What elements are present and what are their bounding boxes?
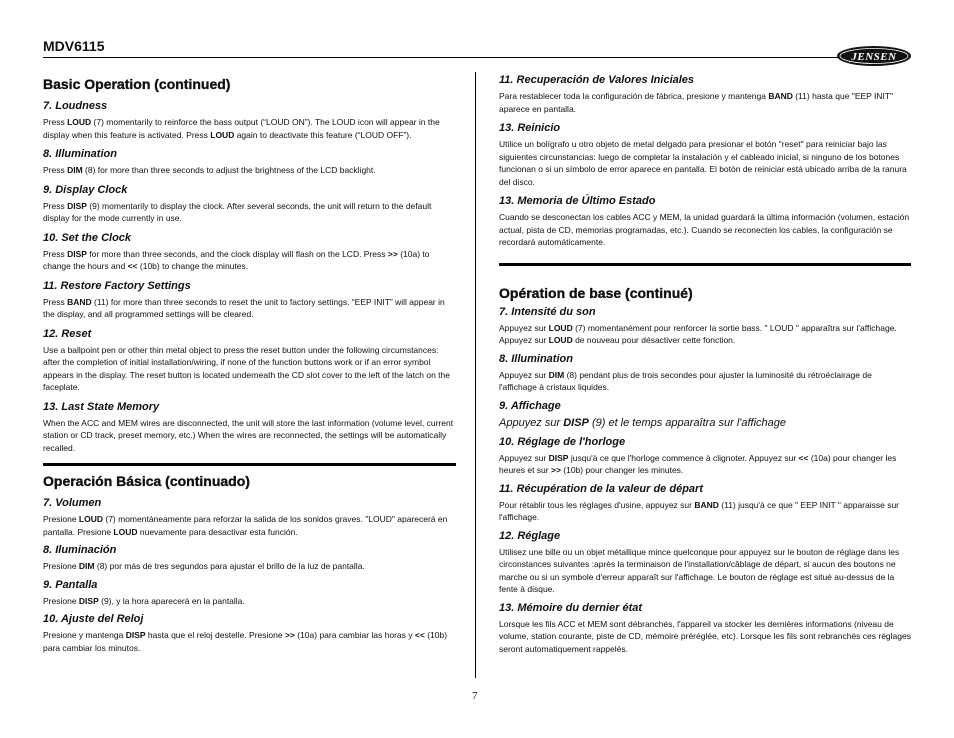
item-heading: 10. Ajuste del Reloj — [43, 613, 144, 625]
left-column — [43, 76, 456, 660]
text-run: Appuyez sur — [499, 416, 564, 429]
text-run: again to deactivate this feature (“LOUD OFF”). — [234, 129, 412, 140]
item-heading: 13. Memoria de Último Estado — [499, 195, 656, 207]
text-run: (10b) to change the minutes. — [137, 261, 249, 271]
button-name: >> — [387, 248, 398, 259]
item-heading: 10. Réglage de l'horloge — [499, 435, 626, 448]
item-text — [43, 513, 456, 538]
instruction-block — [43, 579, 456, 608]
column-divider — [475, 72, 476, 678]
text-run: Press — [43, 248, 68, 259]
text-run: (9) et le temps apparaîtra sur l'affichage — [588, 416, 787, 429]
right-column — [499, 74, 911, 661]
item-heading: 9. Display Clock — [43, 183, 128, 196]
item-heading: 7. Loudness — [43, 100, 108, 112]
item-heading: 8. Iluminación — [43, 544, 117, 556]
instruction-block — [499, 530, 911, 596]
item-heading: 10. Set the Clock — [43, 231, 132, 244]
button-name: << — [798, 452, 809, 463]
item-text — [499, 546, 911, 596]
text-run: Cuando se desconectan los cables ACC y MEM, la unidad guardará la última información (volumen, estación actual, pista de CD, memorias programadas, etc.). Cuando se reconecten los cables, la configuración se recordará automáticamente. — [499, 212, 910, 247]
instruction-block — [43, 544, 456, 573]
section-title-french: Opération de base (continué) — [499, 284, 693, 301]
button-name: LOUD — [67, 117, 92, 127]
spanish-items — [43, 497, 456, 654]
button-name: DISP — [563, 416, 589, 429]
item-heading: 13. Reinicio — [499, 122, 561, 134]
instruction-block — [43, 328, 456, 394]
header-rule — [43, 57, 843, 58]
button-name: LOUD — [113, 526, 138, 537]
text-run: Presione — [43, 561, 79, 571]
text-run: Press — [43, 117, 68, 127]
item-text — [43, 560, 456, 573]
spanish-continued-items — [499, 74, 911, 249]
button-name: LOUD — [548, 335, 573, 345]
instruction-block — [43, 232, 456, 273]
text-run: (9), y la hora aparecerá en la pantalla. — [98, 595, 245, 606]
item-heading: 9. Affichage — [499, 399, 561, 412]
text-run: nuevamente para desactivar esta función. — [137, 526, 298, 537]
text-run: (11) hasta que "EEP INIT" aparece en pantalla. — [499, 91, 894, 114]
instruction-block — [499, 122, 911, 188]
item-text — [43, 344, 456, 394]
button-name: DISP — [125, 630, 146, 640]
instruction-block — [499, 400, 911, 430]
item-text — [499, 322, 911, 347]
button-name: BAND — [67, 296, 92, 307]
instruction-block — [43, 148, 456, 177]
button-name: << — [414, 630, 425, 640]
item-heading: 8. Illumination — [499, 352, 573, 365]
button-name: DISP — [78, 595, 99, 606]
text-run: (7) momentáneamente para reforzar la salida de los sonidos graves. "LOUD" aparecerá en pantalla. Presione — [43, 514, 448, 537]
text-run: (11) jusqu'à ce que " EEP INIT " apparaisse sur l'affichage. — [499, 499, 900, 522]
button-name: BAND — [768, 91, 793, 101]
item-text — [499, 369, 911, 394]
page-number: 7 — [472, 690, 478, 702]
instruction-block — [43, 184, 456, 225]
text-run: Presione y mantenga — [43, 630, 126, 640]
text-run: Use a ballpoint pen or other thin metal object to press the reset button under the following circumstances: after the completion of initial installation/wiring, if none of the function buttons work or if an error symbol appears in the display. The reset button is located underneath the CD slot cover to the left of the latch on the faceplate. — [43, 344, 450, 392]
text-run: de nouveau pour désactiver cette fonction. — [572, 335, 736, 345]
text-run: (7) momentarily to reinforce the bass output (“LOUD ON”). The LOUD icon will appear in the display when this feature is activated. Press — [43, 117, 440, 140]
section-rule — [43, 463, 456, 466]
item-text — [43, 164, 456, 177]
instruction-block — [499, 353, 911, 394]
text-run: (10a) pour changer les heures et sur — [499, 452, 897, 475]
text-run: Press — [43, 296, 68, 307]
section-rule — [499, 263, 911, 266]
item-text — [43, 629, 456, 654]
button-name: LOUD — [548, 322, 573, 333]
section-title-spanish: Operación Básica (continuado) — [43, 473, 250, 489]
text-run: Pour rétablir tous les réglages d'usine, appuyez sur — [499, 499, 695, 510]
button-name: DISP — [67, 200, 87, 211]
instruction-block — [499, 483, 911, 524]
text-run: Appuyez sur — [499, 369, 549, 380]
instruction-block — [499, 602, 911, 656]
section-title-english: Basic Operation (continued) — [43, 76, 231, 92]
text-run: (11) for more than three seconds to reset the unit to factory settings. “EEP INIT” will appear in the display, and all programmed settings will be cleared. — [43, 296, 445, 319]
text-run: Press — [43, 200, 68, 211]
item-text — [499, 452, 911, 477]
english-items — [43, 100, 456, 454]
text-run: Utilice un bolígrafo u otro objeto de metal delgado para presionar el botón "reset" para reiniciar bajo las siguientes circunstancias: luego de completar la instalación y el cableado inicial, si ninguno de los botones funcionan o si un símbolo de error aparece en pantalla. El botón de reiniciar está ubicado arriba de la ranura del disco. — [499, 139, 907, 187]
button-name: LOUD — [210, 129, 235, 140]
item-text — [43, 200, 456, 225]
item-text — [43, 595, 456, 608]
item-heading: 11. Restore Factory Settings — [43, 279, 191, 292]
instruction-block — [499, 436, 911, 477]
text-run: (10a) para cambiar las horas y — [294, 630, 415, 640]
text-run: hasta que el reloj destelle. Presione — [145, 630, 285, 640]
text-run: Utilisez une bille ou un objet métallique mince quelconque pour appuyez sur le bouton de réglage dans les circonstances suivantes :après la terminaison de l'installation/câblage de départ, si aucun des boutons ne marche ou si un symbole d'erreur apparaît sur l'affichage. Le bouton de réglage est situé au-dessus de la fente à disque. — [499, 546, 900, 594]
instruction-block — [43, 497, 456, 538]
item-heading: 7. Volumen — [43, 497, 102, 509]
button-name: BAND — [694, 499, 719, 510]
instruction-block — [43, 100, 456, 141]
text-run: (10b) pour changer les minutes. — [560, 465, 684, 475]
button-name: >> — [284, 630, 295, 640]
text-run: Presione — [43, 514, 79, 524]
text-run: for more than three seconds, and the clock display will flash on the LCD. Press — [86, 248, 388, 259]
text-run: (9) momentarily to display the clock. After several seconds, the unit will return to the default display for the mode currently in use. — [43, 200, 432, 223]
text-run: (8) for more than three seconds to adjust the brightness of the LCD backlight. — [82, 165, 376, 175]
text-run: Appuyez sur — [499, 452, 549, 463]
button-name: DISP — [67, 248, 87, 259]
item-heading: 12. Réglage — [499, 529, 561, 542]
item-heading: 13. Mémoire du dernier état — [499, 601, 643, 614]
item-text — [43, 417, 456, 455]
button-name: >> — [550, 465, 561, 475]
item-heading: 12. Reset — [43, 327, 92, 340]
button-name: << — [127, 261, 138, 271]
instruction-block — [499, 195, 911, 249]
text-run: jusqu'à ce que l'horloge commence à clignoter. Appuyez sur — [568, 452, 799, 463]
item-text — [499, 499, 911, 524]
item-heading: 13. Last State Memory — [43, 400, 160, 413]
text-run: (8) por más de tres segundos para ajustar el brillo de la luz de pantalla. — [94, 561, 365, 571]
item-text — [43, 248, 456, 273]
text-run: Appuyez sur — [499, 322, 549, 333]
instruction-block — [499, 306, 911, 347]
instruction-block — [499, 74, 911, 115]
button-name: DIM — [548, 369, 565, 380]
item-text — [499, 90, 911, 115]
button-name: DIM — [78, 561, 95, 571]
item-heading: 9. Pantalla — [43, 578, 98, 591]
item-heading: 7. Intensité du son — [499, 305, 596, 318]
model-label: MDV6115 — [43, 38, 105, 54]
button-name: LOUD — [78, 514, 104, 524]
text-run: Para restablecer toda la configuración de fábrica, presione y mantenga — [499, 91, 769, 101]
instruction-block — [43, 401, 456, 455]
text-run: (10a) to change the hours and — [43, 248, 430, 271]
text-run: Lorsque les fils ACC et MEM sont débranchés, l'appareil va stocker les dernières informations (niveau de volume, station courante, piste de CD, mémoire préréglée, etc). Lorsque les fils sont rebranchés ces réglages seront automatiquement rappelés. — [499, 618, 911, 654]
text-run: Press — [43, 165, 68, 175]
item-text — [43, 296, 456, 321]
text-run: When the ACC and MEM wires are disconnected, the unit will store the last information (volume level, current station or CD track, preset memory, etc.) When the wires are reconnected, the settings will be automatically recalled. — [43, 417, 454, 453]
instruction-block — [43, 280, 456, 321]
item-heading: 11. Recuperación de Valores Iniciales — [499, 74, 695, 86]
item-text — [499, 211, 911, 249]
item-text — [499, 618, 911, 656]
instruction-block — [43, 613, 456, 654]
item-heading: 11. Récupération de la valeur de départ — [499, 482, 703, 495]
svg-text:JENSEN: JENSEN — [851, 51, 897, 63]
button-name: DIM — [67, 165, 83, 175]
button-name: DISP — [548, 452, 569, 463]
text-run: (8) pendant plus de trois secondes pour ajuster la luminosité du rétroéclairage de l'affichage à cristaux liquides. — [499, 369, 872, 392]
french-items — [499, 306, 911, 656]
item-text — [499, 416, 911, 430]
item-heading: 8. Illumination — [43, 148, 117, 160]
text-run: Presione — [43, 595, 79, 606]
item-text — [499, 138, 911, 188]
item-text — [43, 116, 456, 141]
text-run: (7) momentanément pour renforcer la sortie bass. " LOUD " apparaîtra sur l'affichage. Appuyez sur — [499, 322, 897, 345]
jensen-logo — [836, 45, 912, 67]
text-run: (10b) para cambiar los minutos. — [43, 630, 448, 653]
